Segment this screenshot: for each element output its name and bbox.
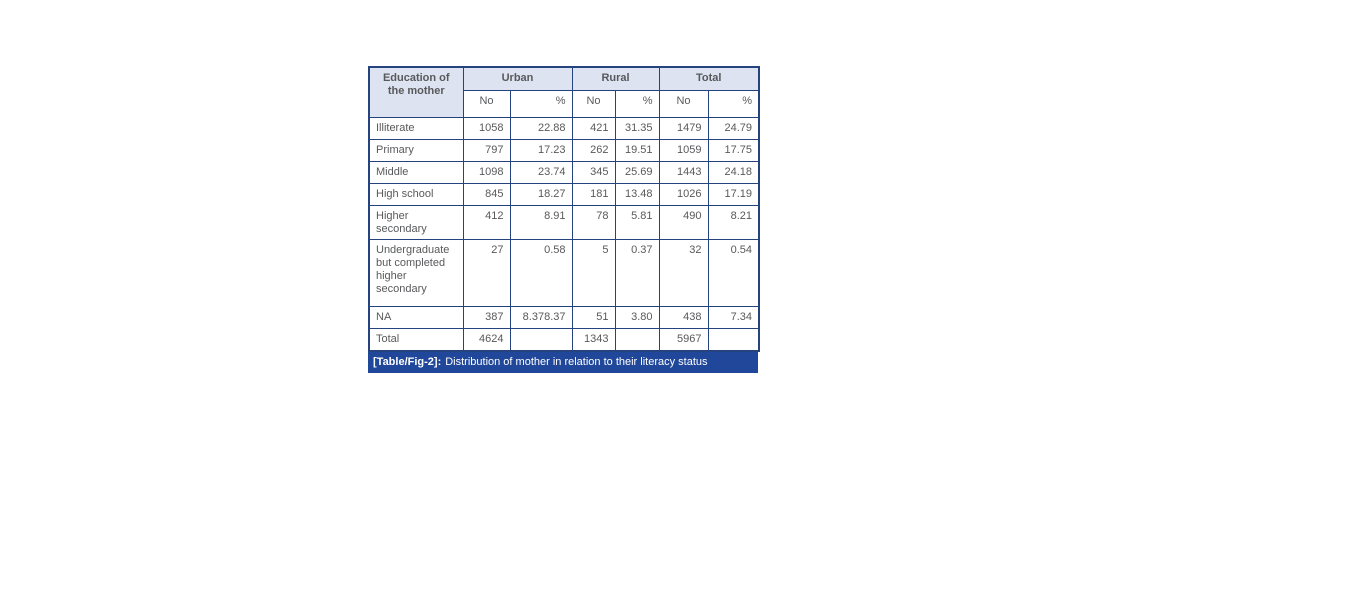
cell-total-no: 32 — [659, 240, 708, 307]
cell-urban-no: 412 — [463, 206, 510, 240]
literacy-status-table — [368, 66, 760, 352]
table-caption — [368, 352, 758, 373]
table-row — [369, 206, 759, 240]
cell-urban-no: 1098 — [463, 162, 510, 184]
cell-total-pct: 7.34 — [708, 307, 759, 329]
subheader-total-no: No — [659, 91, 708, 118]
cell-total-pct: 24.79 — [708, 118, 759, 140]
cell-total-pct: 0.54 — [708, 240, 759, 307]
cell-urban-no: 27 — [463, 240, 510, 307]
cell-total-no: 438 — [659, 307, 708, 329]
row-label: Primary — [369, 140, 463, 162]
cell-rural-no: 51 — [572, 307, 615, 329]
cell-rural-pct: 13.48 — [615, 184, 659, 206]
cell-urban-no: 845 — [463, 184, 510, 206]
literacy-status-table-figure — [368, 66, 758, 373]
cell-urban-no: 797 — [463, 140, 510, 162]
subheader-rural-no: No — [572, 91, 615, 118]
cell-rural-pct: 0.37 — [615, 240, 659, 307]
cell-rural-pct: 25.69 — [615, 162, 659, 184]
cell-urban-pct: 22.88 — [510, 118, 572, 140]
cell-rural-no: 1343 — [572, 329, 615, 352]
table-row — [369, 184, 759, 206]
cell-urban-pct: 0.58 — [510, 240, 572, 307]
cell-total-no: 1479 — [659, 118, 708, 140]
subheader-total-pct: % — [708, 91, 759, 118]
table-caption-tag: [Table/Fig-2]: — [373, 356, 442, 368]
column-header-rural: Rural — [572, 67, 659, 91]
cell-total-pct: 17.19 — [708, 184, 759, 206]
row-label: High school — [369, 184, 463, 206]
row-label: Higher secondary — [369, 206, 463, 240]
row-label: Undergraduate but completed higher secondary — [369, 240, 463, 307]
table-row — [369, 140, 759, 162]
row-label: Middle — [369, 162, 463, 184]
cell-rural-pct: 19.51 — [615, 140, 659, 162]
row-label: Total — [369, 329, 463, 352]
cell-urban-pct — [510, 329, 572, 352]
row-label: NA — [369, 307, 463, 329]
cell-rural-pct: 5.81 — [615, 206, 659, 240]
cell-total-no: 1443 — [659, 162, 708, 184]
table-row — [369, 240, 759, 307]
cell-total-no: 490 — [659, 206, 708, 240]
cell-rural-pct: 3.80 — [615, 307, 659, 329]
cell-urban-pct: 8.378.37 — [510, 307, 572, 329]
cell-rural-no: 181 — [572, 184, 615, 206]
cell-urban-pct: 23.74 — [510, 162, 572, 184]
subheader-urban-pct: % — [510, 91, 572, 118]
table-row — [369, 307, 759, 329]
cell-total-pct — [708, 329, 759, 352]
cell-urban-pct: 8.91 — [510, 206, 572, 240]
cell-total-no: 1026 — [659, 184, 708, 206]
subheader-rural-pct: % — [615, 91, 659, 118]
cell-total-pct: 17.75 — [708, 140, 759, 162]
table-row — [369, 162, 759, 184]
table-row-total — [369, 329, 759, 352]
cell-rural-pct — [615, 329, 659, 352]
cell-urban-pct: 17.23 — [510, 140, 572, 162]
cell-total-no: 1059 — [659, 140, 708, 162]
table-header-group-row — [369, 67, 759, 91]
cell-rural-no: 421 — [572, 118, 615, 140]
row-label: Illiterate — [369, 118, 463, 140]
cell-total-pct: 24.18 — [708, 162, 759, 184]
column-header-urban: Urban — [463, 67, 572, 91]
cell-urban-no: 387 — [463, 307, 510, 329]
cell-urban-no: 1058 — [463, 118, 510, 140]
subheader-urban-no: No — [463, 91, 510, 118]
cell-rural-no: 345 — [572, 162, 615, 184]
cell-rural-no: 78 — [572, 206, 615, 240]
table-caption-text: Distribution of mother in relation to their literacy status — [445, 356, 708, 368]
cell-rural-pct: 31.35 — [615, 118, 659, 140]
cell-rural-no: 5 — [572, 240, 615, 307]
cell-total-pct: 8.21 — [708, 206, 759, 240]
column-header-total: Total — [659, 67, 759, 91]
column-header-education: Education of the mother — [369, 67, 463, 118]
cell-urban-no: 4624 — [463, 329, 510, 352]
cell-urban-pct: 18.27 — [510, 184, 572, 206]
table-row — [369, 118, 759, 140]
cell-rural-no: 262 — [572, 140, 615, 162]
cell-total-no: 5967 — [659, 329, 708, 352]
